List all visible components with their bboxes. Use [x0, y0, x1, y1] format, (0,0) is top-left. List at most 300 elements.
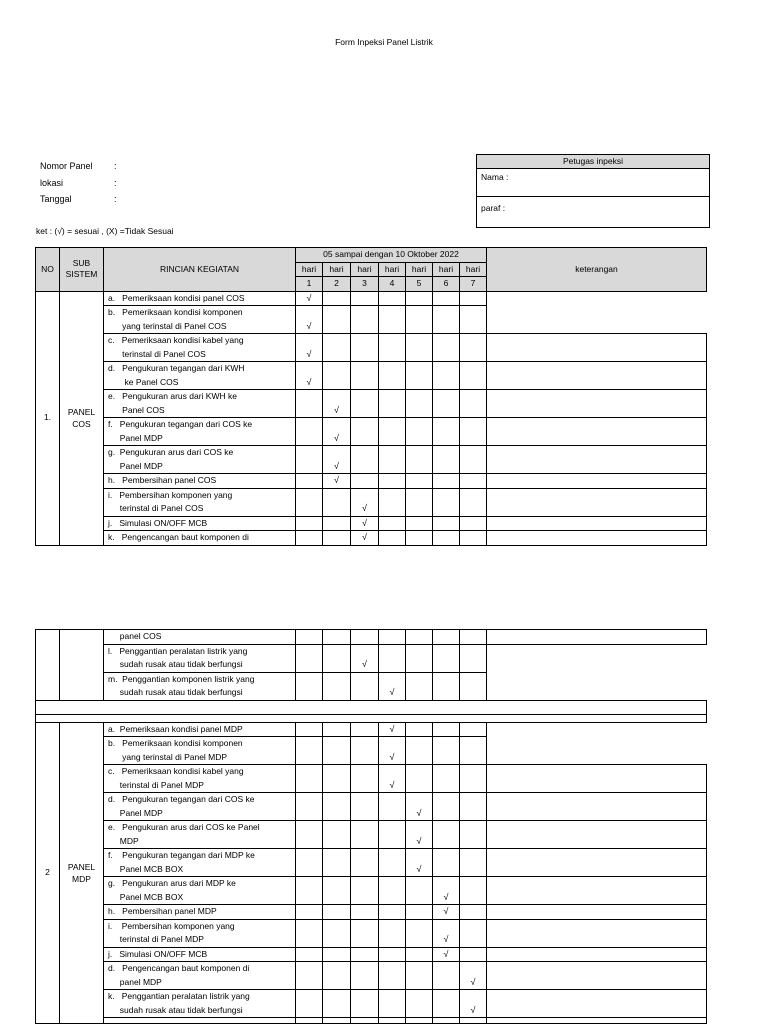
day-2-cell[interactable]	[323, 630, 351, 645]
day-2-cell[interactable]	[323, 418, 351, 446]
day-6-cell[interactable]	[433, 516, 460, 531]
day-2-cell[interactable]	[323, 737, 351, 765]
day-3-cell[interactable]	[351, 644, 379, 672]
day-5-cell[interactable]	[406, 644, 433, 672]
day-1-cell[interactable]	[296, 962, 323, 990]
day-6-cell[interactable]	[433, 849, 460, 877]
empty-cell	[379, 1018, 406, 1024]
empty-cell	[296, 1018, 323, 1024]
day-1-cell[interactable]	[296, 516, 323, 531]
day-2-cell[interactable]	[323, 821, 351, 849]
activity-line: g. Pengukuran arus dari COS ke	[108, 447, 234, 457]
day-4-cell[interactable]	[379, 474, 406, 489]
header-day-number: 6	[433, 277, 460, 292]
day-5-cell[interactable]	[406, 765, 433, 793]
day-1-cell[interactable]	[296, 446, 323, 474]
day-2-cell[interactable]	[323, 947, 351, 962]
keterangan-cell[interactable]	[487, 722, 707, 737]
day-5-cell[interactable]	[406, 488, 433, 516]
day-2-cell[interactable]	[323, 849, 351, 877]
day-2-cell[interactable]	[323, 390, 351, 418]
day-5-cell[interactable]	[406, 362, 433, 390]
day-7-cell[interactable]	[460, 531, 487, 546]
day-3-cell[interactable]	[351, 516, 379, 531]
day-4-cell[interactable]	[379, 334, 406, 362]
activity-line: ke Panel COS	[108, 376, 179, 387]
day-7-cell[interactable]	[460, 737, 487, 765]
day-3-cell[interactable]	[351, 474, 379, 489]
keterangan-cell[interactable]	[487, 531, 707, 546]
day-5-cell[interactable]	[406, 962, 433, 990]
day-2-cell[interactable]	[323, 306, 351, 334]
day-4-cell[interactable]	[379, 644, 406, 672]
day-6-cell[interactable]	[433, 737, 460, 765]
day-2-cell[interactable]	[323, 672, 351, 700]
day-7-cell[interactable]	[460, 334, 487, 362]
day-3-cell[interactable]	[351, 418, 379, 446]
day-5-cell[interactable]	[406, 334, 433, 362]
info-row-nomor-panel	[40, 158, 117, 175]
day-3-cell[interactable]	[351, 919, 379, 947]
keterangan-cell[interactable]	[487, 849, 707, 877]
day-7-cell[interactable]	[460, 919, 487, 947]
day-1-cell[interactable]	[296, 765, 323, 793]
day-1-cell[interactable]	[296, 390, 323, 418]
day-2-cell[interactable]	[323, 516, 351, 531]
day-4-cell[interactable]	[379, 446, 406, 474]
day-1-cell[interactable]	[296, 474, 323, 489]
keterangan-cell[interactable]	[487, 990, 707, 1018]
day-1-cell[interactable]	[296, 306, 323, 334]
keterangan-cell[interactable]	[487, 821, 707, 849]
inspection-table-page1	[35, 247, 707, 546]
day-7-cell[interactable]	[460, 446, 487, 474]
day-2-cell[interactable]	[323, 488, 351, 516]
activity-line: c. Pemeriksaan kondisi kabel yang	[108, 766, 244, 776]
activity-cell	[104, 334, 296, 362]
check-mark: √	[334, 404, 339, 415]
table-row	[36, 446, 707, 474]
day-5-cell[interactable]	[406, 990, 433, 1018]
activity-cell	[104, 672, 296, 700]
day-7-cell[interactable]	[460, 362, 487, 390]
day-5-cell[interactable]	[406, 905, 433, 920]
day-5-cell[interactable]	[406, 849, 433, 877]
keterangan-cell[interactable]	[487, 474, 707, 489]
section-number: 1.	[36, 291, 60, 545]
day-4-cell[interactable]	[379, 962, 406, 990]
day-1-cell[interactable]	[296, 644, 323, 672]
day-1-cell[interactable]	[296, 418, 323, 446]
day-2-cell[interactable]	[323, 644, 351, 672]
day-7-cell[interactable]	[460, 474, 487, 489]
activity-line: e. Pengukuran arus dari KWH ke	[108, 391, 237, 401]
day-2-cell[interactable]	[323, 905, 351, 920]
check-mark: √	[334, 460, 339, 471]
day-3-cell[interactable]	[351, 390, 379, 418]
activity-cell	[104, 531, 296, 546]
day-2-cell[interactable]	[323, 474, 351, 489]
activity-line: j. Simulasi ON/OFF MCB	[108, 948, 208, 959]
day-5-cell[interactable]	[406, 672, 433, 700]
table-row	[36, 291, 707, 306]
check-mark: √	[334, 432, 339, 443]
day-7-cell[interactable]	[460, 990, 487, 1018]
day-6-cell[interactable]	[433, 672, 460, 700]
activity-cell	[104, 306, 296, 334]
day-3-cell[interactable]	[351, 849, 379, 877]
day-6-cell[interactable]	[433, 418, 460, 446]
day-4-cell[interactable]	[379, 765, 406, 793]
keterangan-cell[interactable]	[487, 877, 707, 905]
day-7-cell[interactable]	[460, 793, 487, 821]
activity-line: k. Penggantian peralatan listrik yang	[108, 991, 250, 1001]
day-7-cell[interactable]	[460, 672, 487, 700]
day-4-cell[interactable]	[379, 919, 406, 947]
check-mark: √	[443, 906, 449, 916]
day-4-cell[interactable]	[379, 672, 406, 700]
day-1-cell[interactable]	[296, 291, 323, 306]
activity-cell	[104, 446, 296, 474]
day-6-cell[interactable]	[433, 644, 460, 672]
day-5-cell[interactable]	[406, 474, 433, 489]
day-6-cell[interactable]	[433, 990, 460, 1018]
activity-cell	[104, 947, 296, 962]
check-mark: √	[443, 891, 449, 902]
day-3-cell[interactable]	[351, 821, 379, 849]
info-label: Nomor Panel	[40, 161, 93, 172]
table-row	[36, 488, 707, 516]
day-1-cell[interactable]	[296, 737, 323, 765]
activity-line: g. Pengukuran arus dari MDP ke	[108, 878, 236, 888]
day-4-cell[interactable]	[379, 390, 406, 418]
keterangan-cell[interactable]	[487, 905, 707, 920]
day-1-cell[interactable]	[296, 821, 323, 849]
day-4-cell[interactable]	[379, 722, 406, 737]
day-6-cell[interactable]	[433, 947, 460, 962]
day-2-cell[interactable]	[323, 990, 351, 1018]
day-6-cell[interactable]	[433, 390, 460, 418]
day-7-cell[interactable]	[460, 722, 487, 737]
day-2-cell[interactable]	[323, 531, 351, 546]
keterangan-cell[interactable]	[487, 306, 707, 334]
day-7-cell[interactable]	[460, 849, 487, 877]
day-7-cell[interactable]	[460, 821, 487, 849]
keterangan-cell[interactable]	[487, 291, 707, 306]
header-day-number: 2	[323, 277, 351, 292]
activity-cell	[104, 849, 296, 877]
day-1-cell[interactable]	[296, 488, 323, 516]
day-2-cell[interactable]	[323, 291, 351, 306]
empty-cell	[323, 1018, 351, 1024]
keterangan-cell[interactable]	[487, 962, 707, 990]
day-6-cell[interactable]	[433, 334, 460, 362]
keterangan-cell[interactable]	[487, 516, 707, 531]
activity-cell	[104, 905, 296, 920]
day-6-cell[interactable]	[433, 488, 460, 516]
petugas-title: Petugas inpeksi	[477, 155, 709, 169]
day-4-cell[interactable]	[379, 793, 406, 821]
activity-line: d. Pengukuran tegangan dari COS ke	[108, 794, 255, 804]
day-1-cell[interactable]	[296, 849, 323, 877]
header-period: 05 sampai dengan 10 Oktober 2022	[296, 248, 487, 263]
header-day-word: hari	[406, 262, 433, 277]
day-5-cell[interactable]	[406, 446, 433, 474]
day-6-cell[interactable]	[433, 362, 460, 390]
activity-cell	[104, 418, 296, 446]
check-mark: √	[362, 503, 367, 513]
day-6-cell[interactable]	[433, 630, 460, 645]
activity-cell	[104, 737, 296, 765]
activity-line: k. Pengencangan baut komponen di	[108, 532, 249, 542]
day-3-cell[interactable]	[351, 630, 379, 645]
day-3-cell[interactable]	[351, 446, 379, 474]
day-3-cell[interactable]	[351, 291, 379, 306]
info-separator: :	[114, 194, 117, 205]
day-3-cell[interactable]	[351, 765, 379, 793]
info-separator: :	[114, 177, 117, 188]
day-3-cell[interactable]	[351, 306, 379, 334]
day-5-cell[interactable]	[406, 821, 433, 849]
day-3-cell[interactable]	[351, 990, 379, 1018]
keterangan-cell[interactable]	[487, 947, 707, 962]
day-5-cell[interactable]	[406, 630, 433, 645]
day-3-cell[interactable]	[351, 962, 379, 990]
empty-cell	[460, 1018, 487, 1024]
day-4-cell[interactable]	[379, 488, 406, 516]
header-day-word: hari	[460, 262, 487, 277]
day-1-cell[interactable]	[296, 919, 323, 947]
keterangan-cell[interactable]	[487, 644, 707, 672]
section-number: 2	[36, 722, 60, 1024]
activity-cell	[104, 362, 296, 390]
day-1-cell[interactable]	[296, 947, 323, 962]
day-7-cell[interactable]	[460, 488, 487, 516]
day-3-cell[interactable]	[351, 722, 379, 737]
day-1-cell[interactable]	[296, 877, 323, 905]
panel-info	[40, 158, 117, 208]
day-1-cell[interactable]	[296, 531, 323, 546]
activity-cell	[104, 962, 296, 990]
day-2-cell[interactable]	[323, 877, 351, 905]
table-row	[36, 919, 707, 947]
day-5-cell[interactable]	[406, 877, 433, 905]
table-row	[36, 849, 707, 877]
day-5-cell[interactable]	[406, 306, 433, 334]
table-row	[36, 990, 707, 1018]
activity-line: d. Pengukuran tegangan dari KWH	[108, 363, 245, 373]
table-row	[36, 474, 707, 489]
day-7-cell[interactable]	[460, 962, 487, 990]
check-mark: √	[389, 779, 395, 790]
keterangan-cell[interactable]	[487, 362, 707, 390]
day-7-cell[interactable]	[460, 905, 487, 920]
day-1-cell[interactable]	[296, 334, 323, 362]
activity-line: terinstal di Panel COS	[108, 348, 206, 359]
day-3-cell[interactable]	[351, 488, 379, 516]
day-1-cell[interactable]	[296, 905, 323, 920]
petugas-paraf: paraf :	[481, 203, 506, 213]
day-7-cell[interactable]	[460, 306, 487, 334]
activity-line: i. Pembersihan komponen yang	[108, 489, 233, 500]
day-7-cell[interactable]	[460, 630, 487, 645]
table-row	[36, 306, 707, 334]
day-1-cell[interactable]	[296, 362, 323, 390]
day-7-cell[interactable]	[460, 291, 487, 306]
keterangan-cell[interactable]	[487, 390, 707, 418]
keterangan-cell[interactable]	[487, 737, 707, 765]
day-5-cell[interactable]	[406, 722, 433, 737]
info-separator: :	[114, 161, 117, 172]
day-6-cell[interactable]	[433, 291, 460, 306]
keterangan-cell[interactable]	[487, 919, 707, 947]
check-mark: √	[306, 348, 312, 359]
day-1-cell[interactable]	[296, 722, 323, 737]
activity-cell	[104, 390, 296, 418]
header-day-number: 1	[296, 277, 323, 292]
keterangan-cell[interactable]	[487, 793, 707, 821]
activity-cell	[104, 990, 296, 1018]
header-day-number: 7	[460, 277, 487, 292]
day-6-cell[interactable]	[433, 919, 460, 947]
day-4-cell[interactable]	[379, 947, 406, 962]
table-row	[36, 722, 707, 737]
activity-line: b. Pemeriksaan kondisi komponen	[108, 738, 243, 748]
keterangan-cell[interactable]	[487, 446, 707, 474]
day-4-cell[interactable]	[379, 306, 406, 334]
day-7-cell[interactable]	[460, 390, 487, 418]
day-3-cell[interactable]	[351, 877, 379, 905]
check-mark: √	[416, 807, 422, 818]
activity-line: MDP	[108, 835, 139, 846]
keterangan-cell[interactable]	[487, 630, 707, 645]
activity-line: terinstal di Panel MDP	[108, 934, 204, 944]
day-6-cell[interactable]	[433, 306, 460, 334]
day-3-cell[interactable]	[351, 531, 379, 546]
day-4-cell[interactable]	[379, 630, 406, 645]
sub-sistem-cell: PANEL MDP	[60, 722, 104, 1024]
keterangan-cell[interactable]	[487, 334, 707, 362]
day-4-cell[interactable]	[379, 516, 406, 531]
keterangan-cell[interactable]	[487, 488, 707, 516]
day-6-cell[interactable]	[433, 765, 460, 793]
day-2-cell[interactable]	[323, 962, 351, 990]
table-row	[36, 821, 707, 849]
day-2-cell[interactable]	[323, 765, 351, 793]
day-6-cell[interactable]	[433, 877, 460, 905]
day-4-cell[interactable]	[379, 990, 406, 1018]
day-4-cell[interactable]	[379, 737, 406, 765]
activity-cell	[104, 516, 296, 531]
day-7-cell[interactable]	[460, 418, 487, 446]
day-1-cell[interactable]	[296, 793, 323, 821]
day-3-cell[interactable]	[351, 737, 379, 765]
keterangan-cell[interactable]	[487, 418, 707, 446]
check-mark: √	[470, 976, 476, 987]
day-5-cell[interactable]	[406, 390, 433, 418]
day-7-cell[interactable]	[460, 516, 487, 531]
day-3-cell[interactable]	[351, 947, 379, 962]
day-2-cell[interactable]	[323, 334, 351, 362]
day-6-cell[interactable]	[433, 722, 460, 737]
day-4-cell[interactable]	[379, 291, 406, 306]
day-7-cell[interactable]	[460, 877, 487, 905]
keterangan-cell[interactable]	[487, 672, 707, 700]
activity-line: Panel MCB BOX	[108, 891, 184, 902]
activity-line: j. Simulasi ON/OFF MCB	[108, 517, 208, 528]
day-6-cell[interactable]	[433, 821, 460, 849]
day-3-cell[interactable]	[351, 793, 379, 821]
day-4-cell[interactable]	[379, 821, 406, 849]
day-3-cell[interactable]	[351, 905, 379, 920]
activity-line: yang terinstal di Panel COS	[108, 320, 227, 331]
day-2-cell[interactable]	[323, 362, 351, 390]
header-day-word: hari	[379, 262, 406, 277]
day-6-cell[interactable]	[433, 793, 460, 821]
table-row	[36, 1018, 707, 1024]
day-7-cell[interactable]	[460, 765, 487, 793]
header-sub-sistem: SUB SISTEM	[60, 248, 104, 292]
day-1-cell[interactable]	[296, 672, 323, 700]
day-4-cell[interactable]	[379, 849, 406, 877]
header-keterangan: keterangan	[487, 248, 707, 292]
day-5-cell[interactable]	[406, 516, 433, 531]
day-4-cell[interactable]	[379, 531, 406, 546]
day-5-cell[interactable]	[406, 947, 433, 962]
check-mark: √	[389, 687, 395, 697]
day-6-cell[interactable]	[433, 962, 460, 990]
form-title: Form Inpeksi Panel Listrik	[335, 37, 433, 47]
day-3-cell[interactable]	[351, 672, 379, 700]
check-mark: √	[306, 376, 312, 387]
day-5-cell[interactable]	[406, 531, 433, 546]
day-6-cell[interactable]	[433, 474, 460, 489]
day-4-cell[interactable]	[379, 418, 406, 446]
day-5-cell[interactable]	[406, 919, 433, 947]
check-mark: √	[443, 934, 449, 944]
table-row	[36, 531, 707, 546]
empty-cell	[351, 1018, 379, 1024]
keterangan-cell[interactable]	[487, 765, 707, 793]
check-mark: √	[416, 863, 422, 874]
day-6-cell[interactable]	[433, 905, 460, 920]
day-2-cell[interactable]	[323, 793, 351, 821]
day-2-cell[interactable]	[323, 446, 351, 474]
day-7-cell[interactable]	[460, 947, 487, 962]
activity-line: b. Pemeriksaan kondisi komponen	[108, 307, 243, 317]
day-4-cell[interactable]	[379, 877, 406, 905]
day-5-cell[interactable]	[406, 793, 433, 821]
day-5-cell[interactable]	[406, 291, 433, 306]
day-3-cell[interactable]	[351, 362, 379, 390]
day-5-cell[interactable]	[406, 737, 433, 765]
day-1-cell[interactable]	[296, 630, 323, 645]
day-3-cell[interactable]	[351, 334, 379, 362]
header-day-number: 3	[351, 277, 379, 292]
activity-cell	[104, 644, 296, 672]
day-1-cell[interactable]	[296, 990, 323, 1018]
day-7-cell[interactable]	[460, 644, 487, 672]
day-5-cell[interactable]	[406, 418, 433, 446]
empty-cell	[104, 1018, 296, 1024]
day-2-cell[interactable]	[323, 919, 351, 947]
day-4-cell[interactable]	[379, 905, 406, 920]
day-6-cell[interactable]	[433, 446, 460, 474]
day-4-cell[interactable]	[379, 362, 406, 390]
day-2-cell[interactable]	[323, 722, 351, 737]
day-6-cell[interactable]	[433, 531, 460, 546]
inspection-table-page2	[35, 629, 707, 1024]
